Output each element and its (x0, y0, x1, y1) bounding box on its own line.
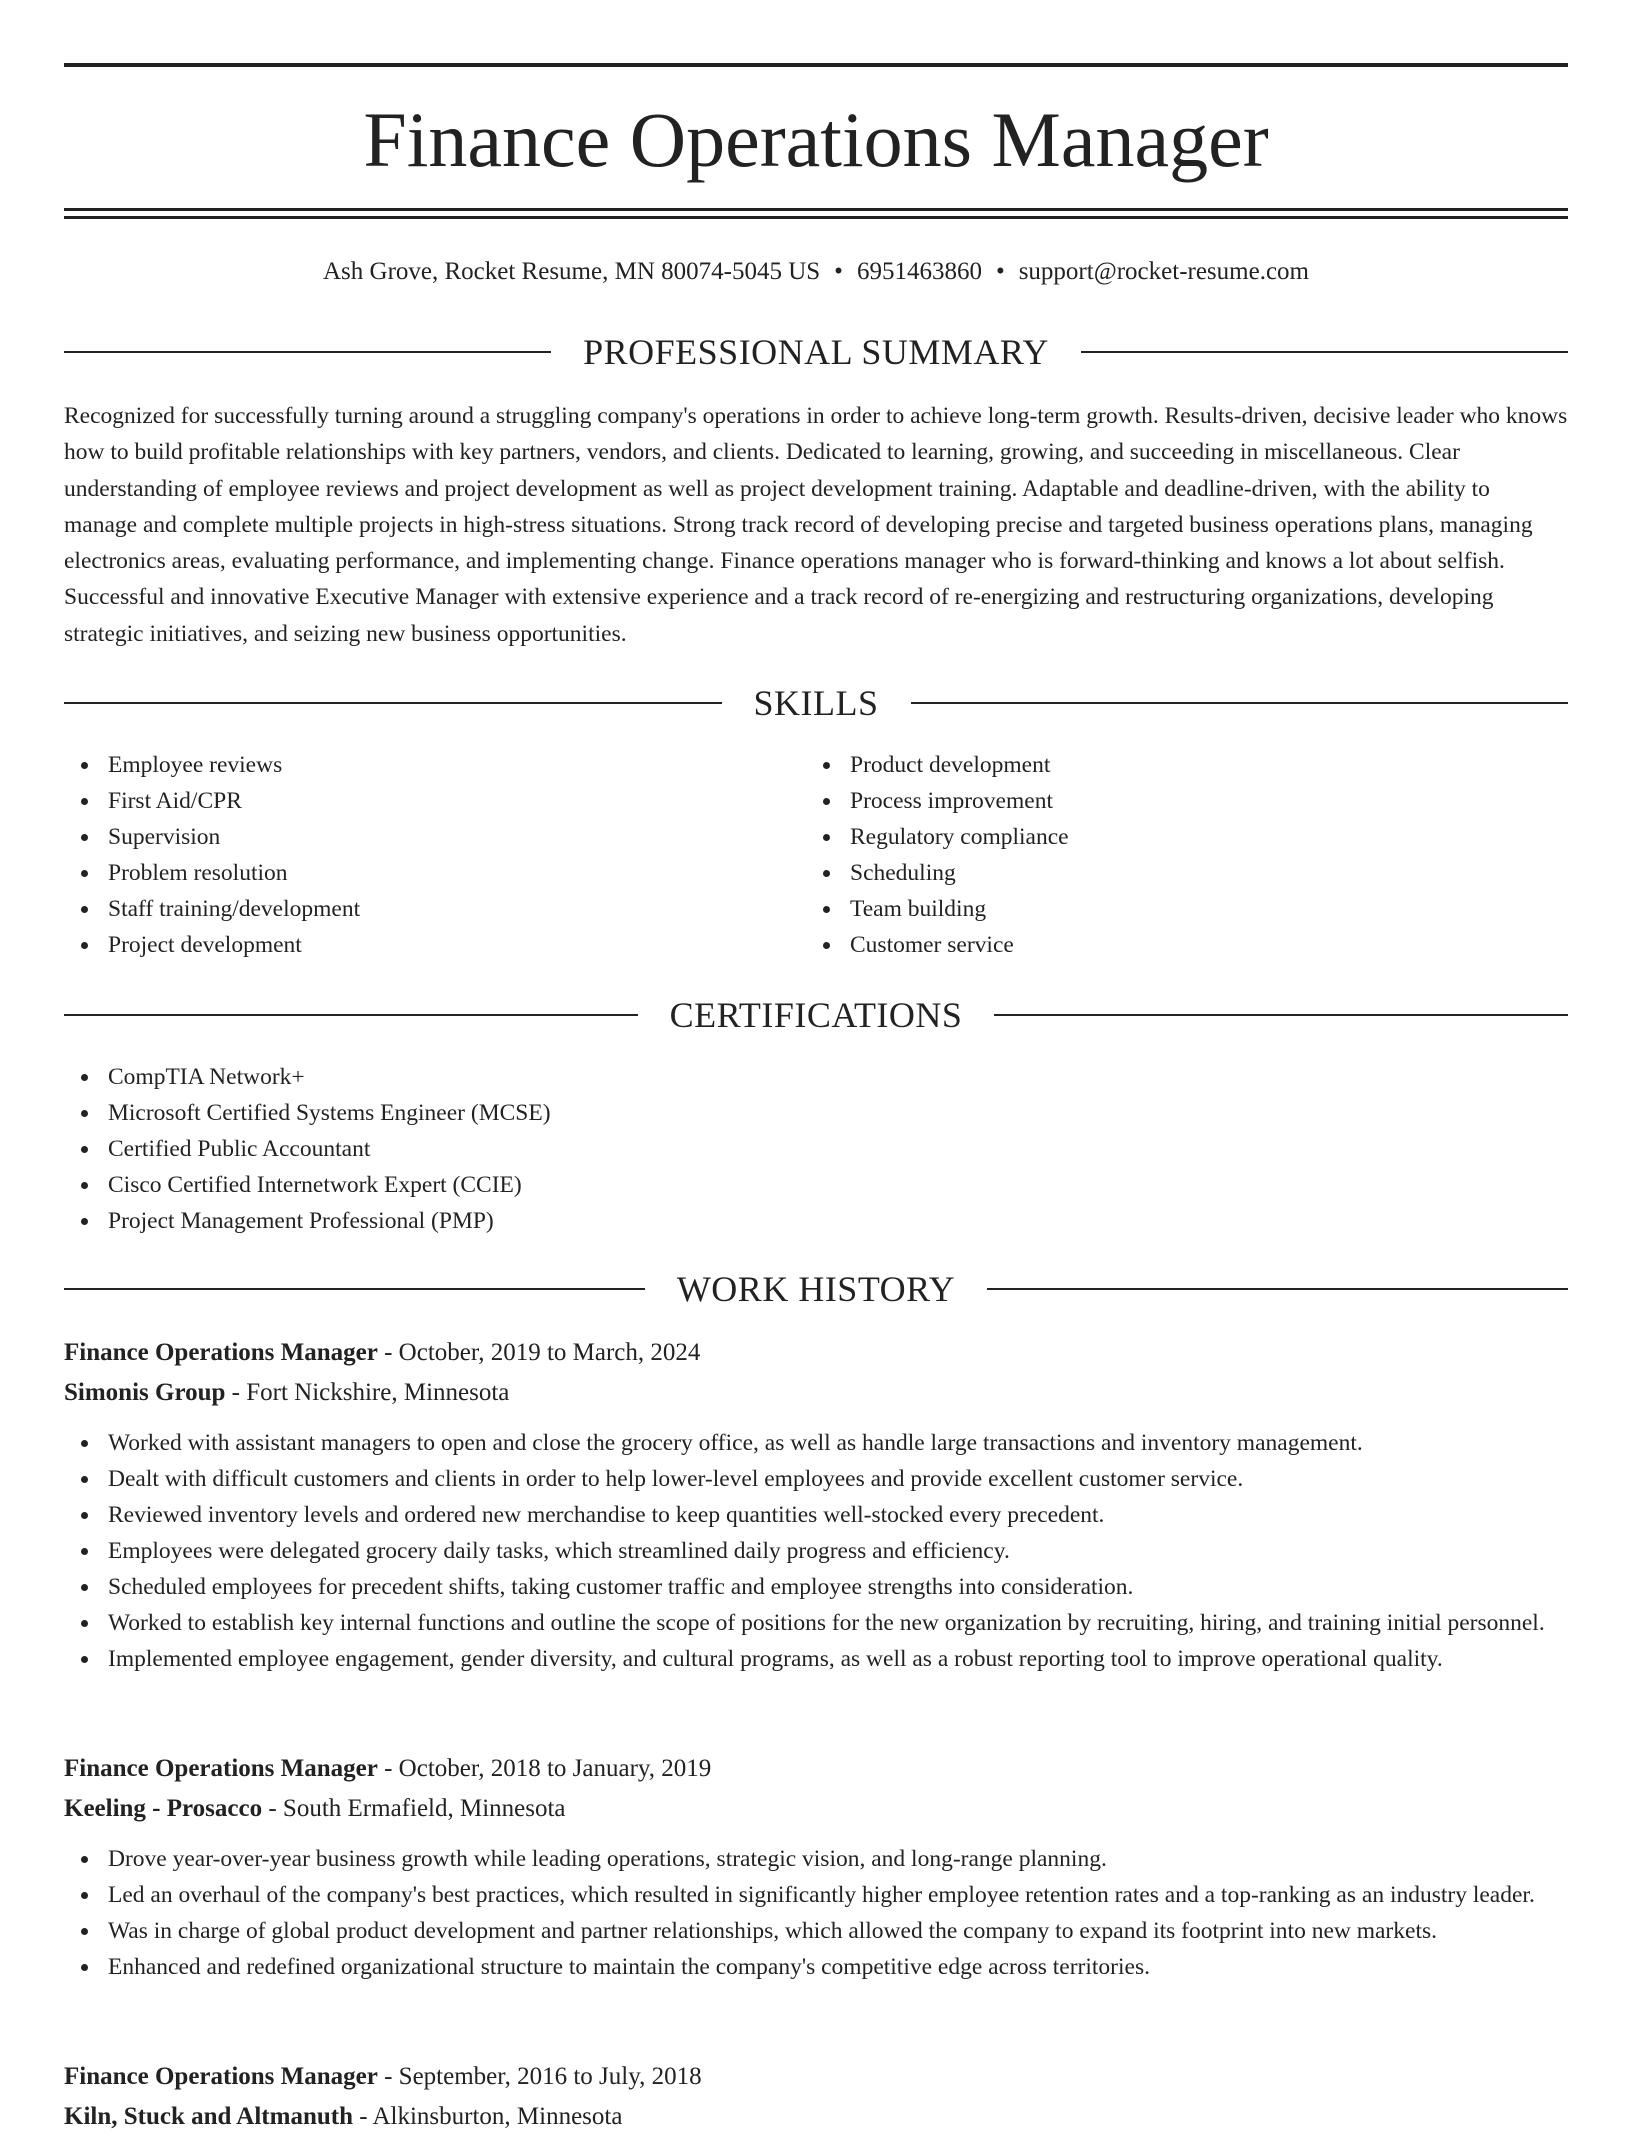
job-bullet: Enhanced and redefined organizational structure to maintain the company's competitive edge across territories. (64, 1949, 1568, 1985)
certification-item: CompTIA Network+ (64, 1059, 1568, 1095)
skill-item: Employee reviews (64, 747, 804, 783)
section-rule-right (994, 1014, 1568, 1016)
job-company: Kiln, Stuck and Altmanuth (64, 2103, 353, 2130)
top-rule (64, 63, 1568, 67)
job-location: - South Ermafield, Minnesota (262, 1795, 566, 1822)
skill-item: Process improvement (806, 783, 1566, 819)
skills-list-left (64, 747, 804, 963)
job-company-line (64, 1373, 1568, 1413)
job-dates: - October, 2018 to January, 2019 (377, 1755, 712, 1782)
job-bullet: Scheduled employees for precedent shifts, taking customer traffic and employee strengths into consideration. (64, 1569, 1568, 1605)
certifications-list (64, 1059, 1568, 1239)
certification-item: Cisco Certified Internetwork Expert (CCIE) (64, 1167, 1568, 1203)
job-location: - Fort Nickshire, Minnesota (225, 1379, 510, 1406)
summary-text: Recognized for successfully turning around a struggling company's operations in order to achieve long-term growth. Results-driven, decisive leader who knows how to build profitable relationships with key partners, vendors, and clients. Dedicated to learning, growing, and succeeding in miscellaneous. Clear understanding of employee reviews and project development as well as project development training. Adaptable and deadline-driven, with the ability to manage and complete multiple projects in high-stress situations. Strong track record of developing precise and targeted business operations plans, managing electronics areas, evaluating performance, and implementing change. Finance operations manager who is forward-thinking and knows a lot about selfish. Successful and innovative Executive Manager with extensive experience and a track record of re-energizing and restructuring organizations, developing strategic initiatives, and seizing new business opportunities. (64, 403, 1568, 647)
job-role: Finance Operations Manager (64, 1339, 378, 1366)
skills-list-right (806, 747, 1566, 963)
certification-item: Project Management Professional (PMP) (64, 1203, 1568, 1239)
job-entry (64, 1333, 1568, 1677)
job-bullets (64, 1841, 1568, 1985)
section-title: SKILLS (753, 683, 879, 723)
job-role: Finance Operations Manager (64, 1755, 378, 1782)
job-dates: - September, 2016 to July, 2018 (377, 2063, 702, 2090)
skill-item: Customer service (806, 927, 1566, 963)
skill-item: Project development (64, 927, 804, 963)
skill-item: Supervision (64, 819, 804, 855)
skill-item: Team building (806, 891, 1566, 927)
resume-title: Finance Operations Manager (363, 96, 1269, 183)
skill-item: First Aid/CPR (64, 783, 804, 819)
section-title: PROFESSIONAL SUMMARY (583, 332, 1049, 372)
section-rule-left (64, 1288, 645, 1290)
job-bullet: Dealt with difficult customers and clients in order to help lower-level employees and provide excellent customer service. (64, 1461, 1568, 1497)
certifications-section-heading (64, 993, 1568, 1037)
header-double-rule-top (64, 208, 1568, 211)
job-bullet: Drove year-over-year business growth while leading operations, strategic vision, and long-range planning. (64, 1841, 1568, 1877)
job-bullet: Implemented employee engagement, gender diversity, and cultural programs, as well as a robust reporting tool to improve operational quality. (64, 1641, 1568, 1677)
section-rule-left (64, 702, 722, 704)
section-rule-right (987, 1288, 1568, 1290)
skill-item: Problem resolution (64, 855, 804, 891)
section-title: WORK HISTORY (676, 1269, 956, 1309)
job-dates: - October, 2019 to March, 2024 (377, 1339, 701, 1366)
job-role: Finance Operations Manager (64, 2063, 378, 2090)
section-rule-right (1081, 351, 1568, 353)
contact-line (64, 254, 1568, 290)
work-history-section-heading (64, 1267, 1568, 1311)
job-role-line (64, 2057, 1568, 2097)
contact-email[interactable]: support@rocket-resume.com (1018, 258, 1309, 285)
job-bullets (64, 1425, 1568, 1677)
contact-separator: • (995, 258, 1005, 285)
job-bullet: Reviewed inventory levels and ordered new merchandise to keep quantities well-stocked every precedent. (64, 1497, 1568, 1533)
skills-section-heading (64, 681, 1568, 725)
skill-item: Scheduling (806, 855, 1566, 891)
job-location: - Alkinsburton, Minnesota (353, 2103, 623, 2130)
contact-address: Ash Grove, Rocket Resume, MN 80074-5045 US (322, 258, 821, 285)
certification-item: Certified Public Accountant (64, 1131, 1568, 1167)
job-bullet: Was in charge of global product development and partner relationships, which allowed the company to expand its footprint into new markets. (64, 1913, 1568, 1949)
summary-section-heading (64, 330, 1568, 374)
job-role-line (64, 1749, 1568, 1789)
certification-item: Microsoft Certified Systems Engineer (MCSE) (64, 1095, 1568, 1131)
section-title: CERTIFICATIONS (669, 995, 963, 1035)
section-rule-left (64, 351, 551, 353)
job-role-line (64, 1333, 1568, 1373)
contact-separator: • (834, 258, 843, 285)
skill-item: Product development (806, 747, 1566, 783)
job-company: Simonis Group (64, 1379, 226, 1406)
job-bullet: Worked to establish key internal functions and outline the scope of positions for the new organization by recruiting, hiring, and training initial personnel. (64, 1605, 1568, 1641)
section-rule-right (911, 702, 1569, 704)
job-company: Keeling - Prosacco (64, 1795, 263, 1822)
contact-phone: 6951463860 (856, 258, 982, 285)
skill-item: Staff training/development (64, 891, 804, 927)
job-entry (64, 2057, 1568, 2137)
job-bullet: Employees were delegated grocery daily tasks, which streamlined daily progress and efficiency. (64, 1533, 1568, 1569)
skill-item: Regulatory compliance (806, 819, 1566, 855)
job-company-line (64, 1789, 1568, 1829)
job-bullet: Worked with assistant managers to open and close the grocery office, as well as handle large transactions and inventory management. (64, 1425, 1568, 1461)
section-rule-left (64, 1014, 638, 1016)
header-double-rule-bottom (64, 216, 1568, 219)
job-bullet: Led an overhaul of the company's best practices, which resulted in significantly higher employee retention rates and a top-ranking as an industry leader. (64, 1877, 1568, 1913)
job-company-line (64, 2097, 1568, 2137)
job-entry (64, 1749, 1568, 1985)
